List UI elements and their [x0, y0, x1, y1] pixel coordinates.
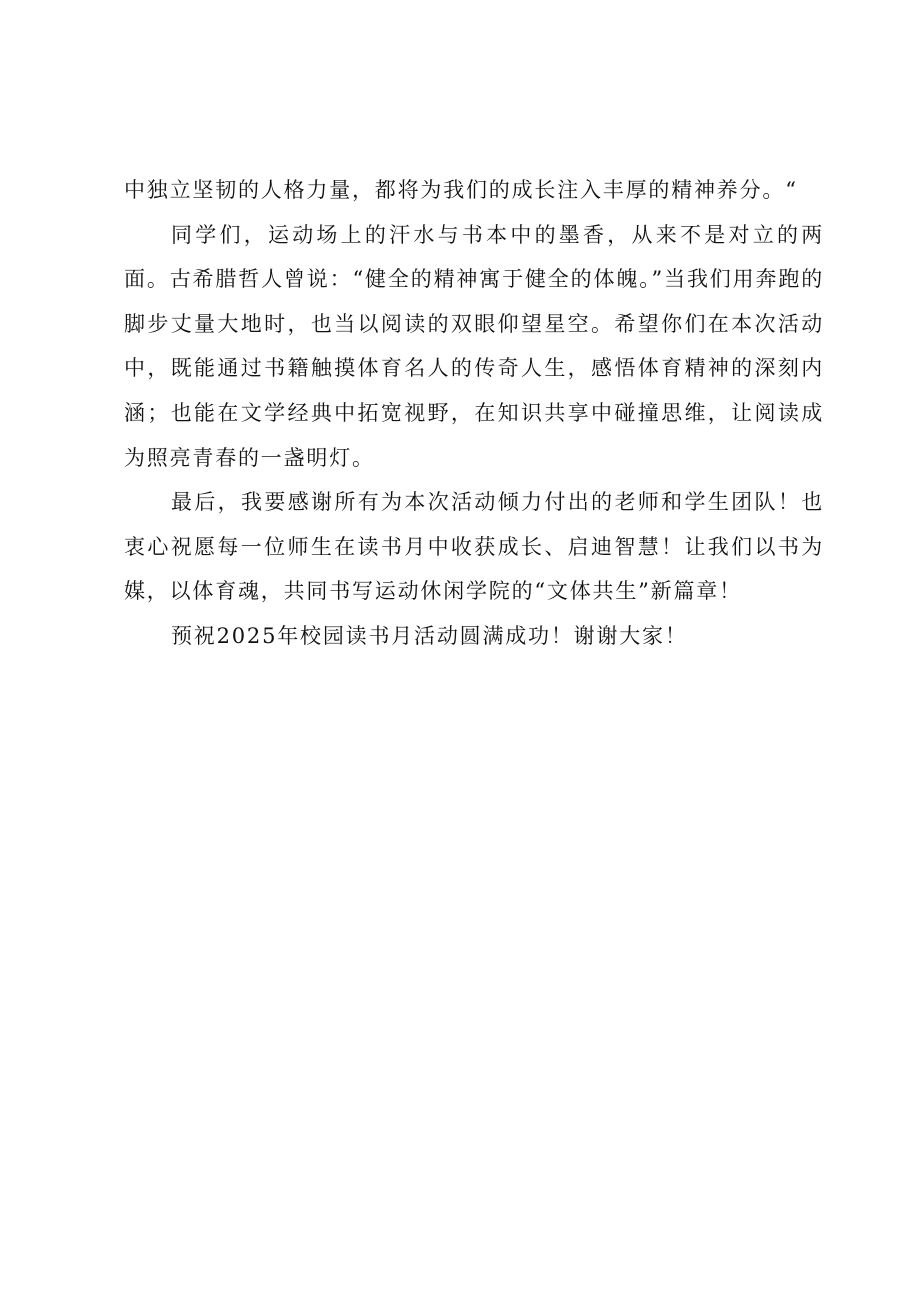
paragraph-sport-and-reading: 同学们，运动场上的汗水与书本中的墨香，从来不是对立的两面。古希腊哲人曾说：“健全的精神寓于健全的体魄。”当我们用奔跑的脚步丈量大地时，也当以阅读的双眼仰望星空。希望你们在本次活动中，既能通过书籍触摸体育名人的传奇人生，感悟体育精神的深刻内涵；也能在文学经典中拓宽视野，在知识共享中碰撞思维，让阅读成为照亮青春的一盏明灯。 [124, 222, 824, 470]
document-body [124, 168, 824, 659]
paragraph-continuation: 中独立坚韧的人格力量，都将为我们的成长注入丰厚的精神养分。“ [124, 178, 798, 202]
paragraph-closing-wish: 预祝2025年校园读书月活动圆满成功！谢谢大家！ [171, 623, 688, 648]
paragraph-thanks: 最后，我要感谢所有为本次活动倾力付出的老师和学生团队！也衷心祝愿每一位师生在读书月中收获成长、启迪智慧！让我们以书为媒，以体育魂，共同书写运动休闲学院的“文体共生”新篇章！ [124, 490, 824, 604]
